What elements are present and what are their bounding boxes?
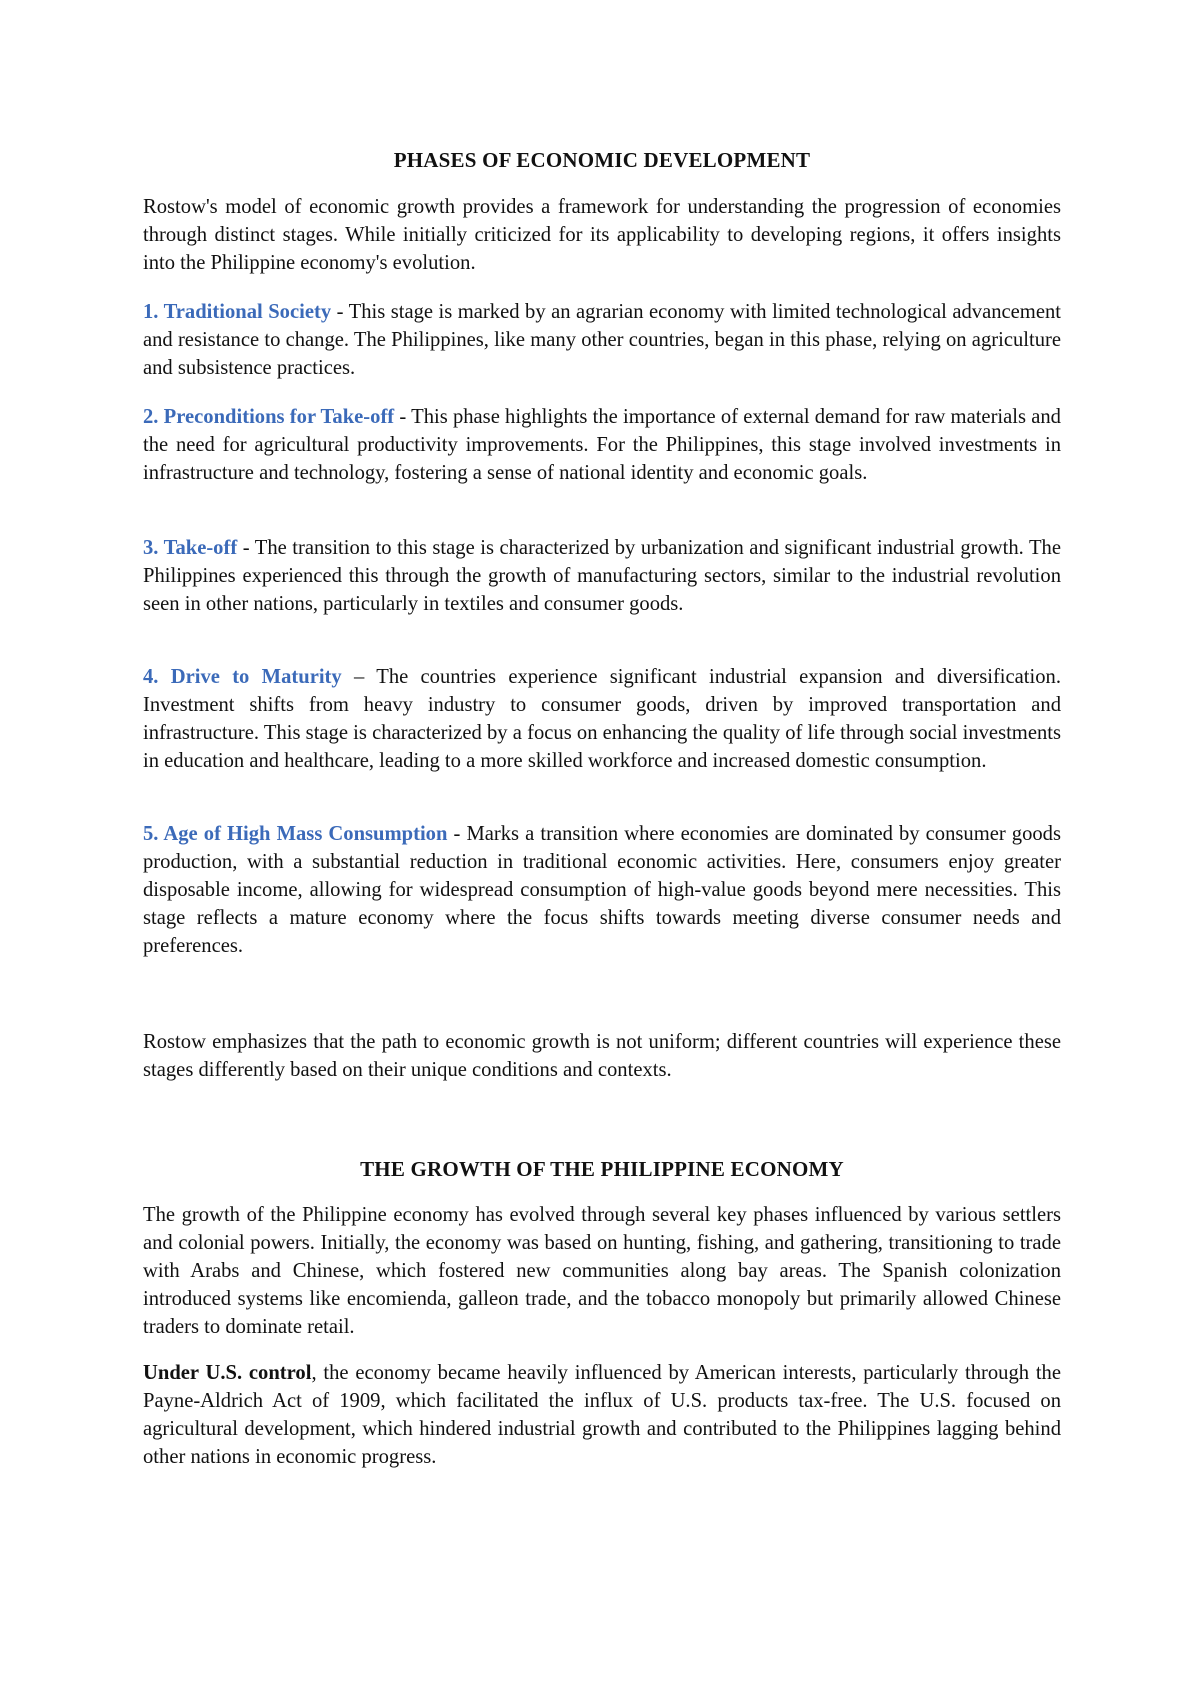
- page-title: PHASES OF ECONOMIC DEVELOPMENT: [393, 148, 811, 172]
- us-control-paragraph: [143, 1359, 1061, 1471]
- stage-label: 5. Age of High Mass Consumption: [143, 823, 448, 845]
- stage-separator: -: [331, 301, 349, 323]
- stage-paragraph: [143, 403, 1061, 487]
- growth-paragraph: The growth of the Philippine economy has evolved through several key phases influenced by various settlers and colonial powers. Initially, the economy was based on hunting, fishing, and gathering, transitioning to trade with Arabs and Chinese, which fostered new communities along bay areas. The Spanish colonization introduced systems like encomienda, galleon trade, and the tobacco monopoly but primarily allowed Chinese traders to dominate retail.: [143, 1204, 1061, 1338]
- stage-label: 3. Take-off: [143, 537, 238, 559]
- intro-paragraph: Rostow's model of economic growth provides a framework for understanding the progression of economies through distinct stages. While initially criticized for its applicability to developing regions, it offers insights into the Philippine economy's evolution.: [143, 196, 1061, 274]
- closing-paragraph: Rostow emphasizes that the path to economic growth is not uniform; different countries will experience these stages differently based on their unique conditions and contexts.: [143, 1031, 1061, 1081]
- stage-label: 4. Drive to Maturity: [143, 666, 342, 688]
- us-control-text: , the economy became heavily influenced by American interests, particularly through the Payne-Aldrich Act of 1909, which facilitated the influx of U.S. products tax-free. The U.S. focused on agricultural development, which hindered industrial growth and contributed to the Philippines lagging behind other nations in economic progress.: [143, 1362, 1061, 1468]
- stage-separator: -: [237, 537, 255, 559]
- stage-paragraph: [143, 534, 1061, 618]
- stage-text: This stage is marked by an agrarian economy with limited technological advancement and resistance to change. The Philippines, like many other countries, began in this phase, relying on agriculture and subsistence practices.: [143, 301, 1061, 379]
- stage-label: 1. Traditional Society: [143, 301, 332, 323]
- stage-paragraph: [143, 298, 1061, 382]
- us-control-lead: Under U.S. control: [143, 1362, 312, 1384]
- stage-text: This phase highlights the importance of external demand for raw materials and the need for agricultural productivity improvements. For the Philippines, this stage involved investments in infrastructure and technology, fostering a sense of national identity and economic goals.: [143, 406, 1061, 484]
- stage-text: The transition to this stage is characterized by urbanization and significant industrial growth. The Philippines experienced this through the growth of manufacturing sectors, similar to the industrial revolution seen in other nations, particularly in textiles and consumer goods.: [143, 537, 1061, 615]
- stage-label: 2. Preconditions for Take-off: [143, 406, 395, 428]
- stage-paragraph: [143, 663, 1061, 775]
- stage-separator: –: [341, 666, 377, 688]
- section-title: THE GROWTH OF THE PHILIPPINE ECONOMY: [360, 1157, 844, 1181]
- stage-text: Marks a transition where economies are dominated by consumer goods production, with a substantial reduction in traditional economic activities. Here, consumers enjoy greater disposable income, allowing for widespread consumption of high-value goods beyond mere necessities. This stage reflects a mature economy where the focus shifts towards meeting diverse consumer needs and preferences.: [143, 823, 1061, 957]
- stage-paragraph: [143, 820, 1061, 960]
- stage-separator: -: [394, 406, 412, 428]
- stage-text: The countries experience significant industrial expansion and diversification. Investment shifts from heavy industry to consumer goods, driven by improved transportation and infrastructure. This stage is characterized by a focus on enhancing the quality of life through social investments in education and healthcare, leading to a more skilled workforce and increased domestic consumption.: [143, 666, 1061, 772]
- stage-separator: -: [447, 823, 467, 845]
